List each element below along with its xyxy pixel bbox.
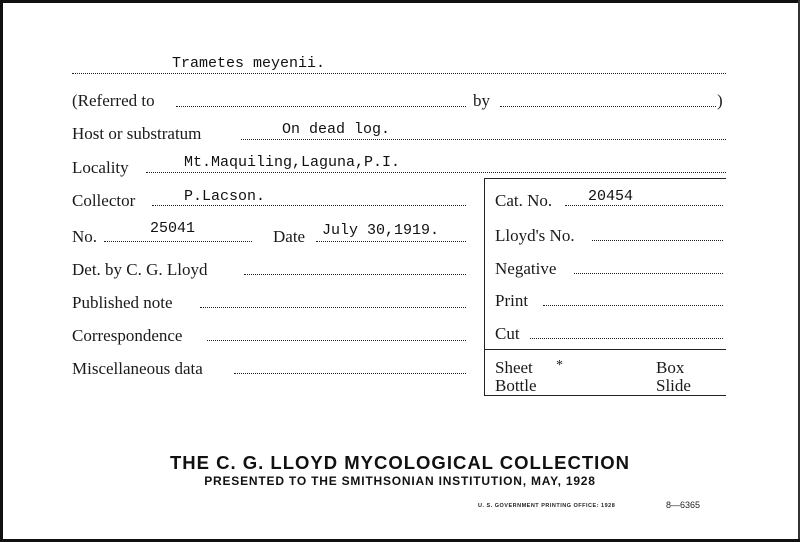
host-line <box>241 139 726 140</box>
lloyds-no-line <box>592 240 723 241</box>
collector-label: Collector <box>72 191 136 210</box>
bottle-label: Bottle <box>495 376 537 395</box>
slide-label: Slide <box>656 376 691 395</box>
misc-data-line <box>234 373 466 374</box>
published-note-line <box>200 307 466 308</box>
collection-subtitle: PRESENTED TO THE SMITHSONIAN INSTITUTION, MAY, 1928 <box>204 474 596 488</box>
cat-no-value: 20454 <box>588 188 634 205</box>
lloyds-no-label: Lloyd's No. <box>495 226 575 245</box>
host-value: On dead log. <box>282 121 391 138</box>
by-line <box>500 106 716 107</box>
print-label: Print <box>495 291 529 310</box>
published-note-label: Published note <box>72 293 173 312</box>
box-label: Box <box>656 358 685 377</box>
host-label: Host or substratum <box>72 124 202 143</box>
locality-line <box>146 172 726 173</box>
cat-no-label: Cat. No. <box>495 191 553 210</box>
date-label: Date <box>273 227 306 246</box>
box-top-border <box>484 178 726 179</box>
det-by-line <box>244 274 466 275</box>
correspondence-line <box>207 340 466 341</box>
date-value: July 30,1919. <box>322 222 440 239</box>
date-line <box>316 241 466 242</box>
specimen-name-line <box>72 73 726 74</box>
by-label: by <box>473 91 490 110</box>
cut-label: Cut <box>495 324 520 343</box>
no-label: No. <box>72 227 98 246</box>
locality-label: Locality <box>72 158 129 177</box>
cut-line <box>530 338 723 339</box>
negative-label: Negative <box>495 259 557 278</box>
locality-value: Mt.Maquiling,Laguna,P.I. <box>184 154 401 171</box>
specimen-name: Trametes meyenii. <box>172 55 326 72</box>
no-value: 25041 <box>150 220 196 237</box>
box-separator <box>484 349 726 350</box>
printing-office-note: U. S. GOVERNMENT PRINTING OFFICE: 1928 <box>478 503 616 509</box>
misc-data-label: Miscellaneous data <box>72 359 203 378</box>
no-line <box>104 241 252 242</box>
det-by-label: Det. by C. G. Lloyd <box>72 260 208 279</box>
form-number: 8—6365 <box>666 500 701 510</box>
sheet-star-mark: * <box>556 358 563 373</box>
collection-title: THE C. G. LLOYD MYCOLOGICAL COLLECTION <box>169 452 631 473</box>
negative-line <box>574 273 723 274</box>
collector-value: P.Lacson. <box>184 188 266 205</box>
referred-to-line <box>176 106 466 107</box>
close-paren: ) <box>717 91 723 110</box>
sheet-label: Sheet <box>495 358 533 377</box>
print-line <box>543 305 723 306</box>
card-edge-top <box>0 0 800 3</box>
referred-to-label: (Referred to <box>72 91 155 110</box>
correspondence-label: Correspondence <box>72 326 183 345</box>
box-left-border <box>484 178 485 396</box>
